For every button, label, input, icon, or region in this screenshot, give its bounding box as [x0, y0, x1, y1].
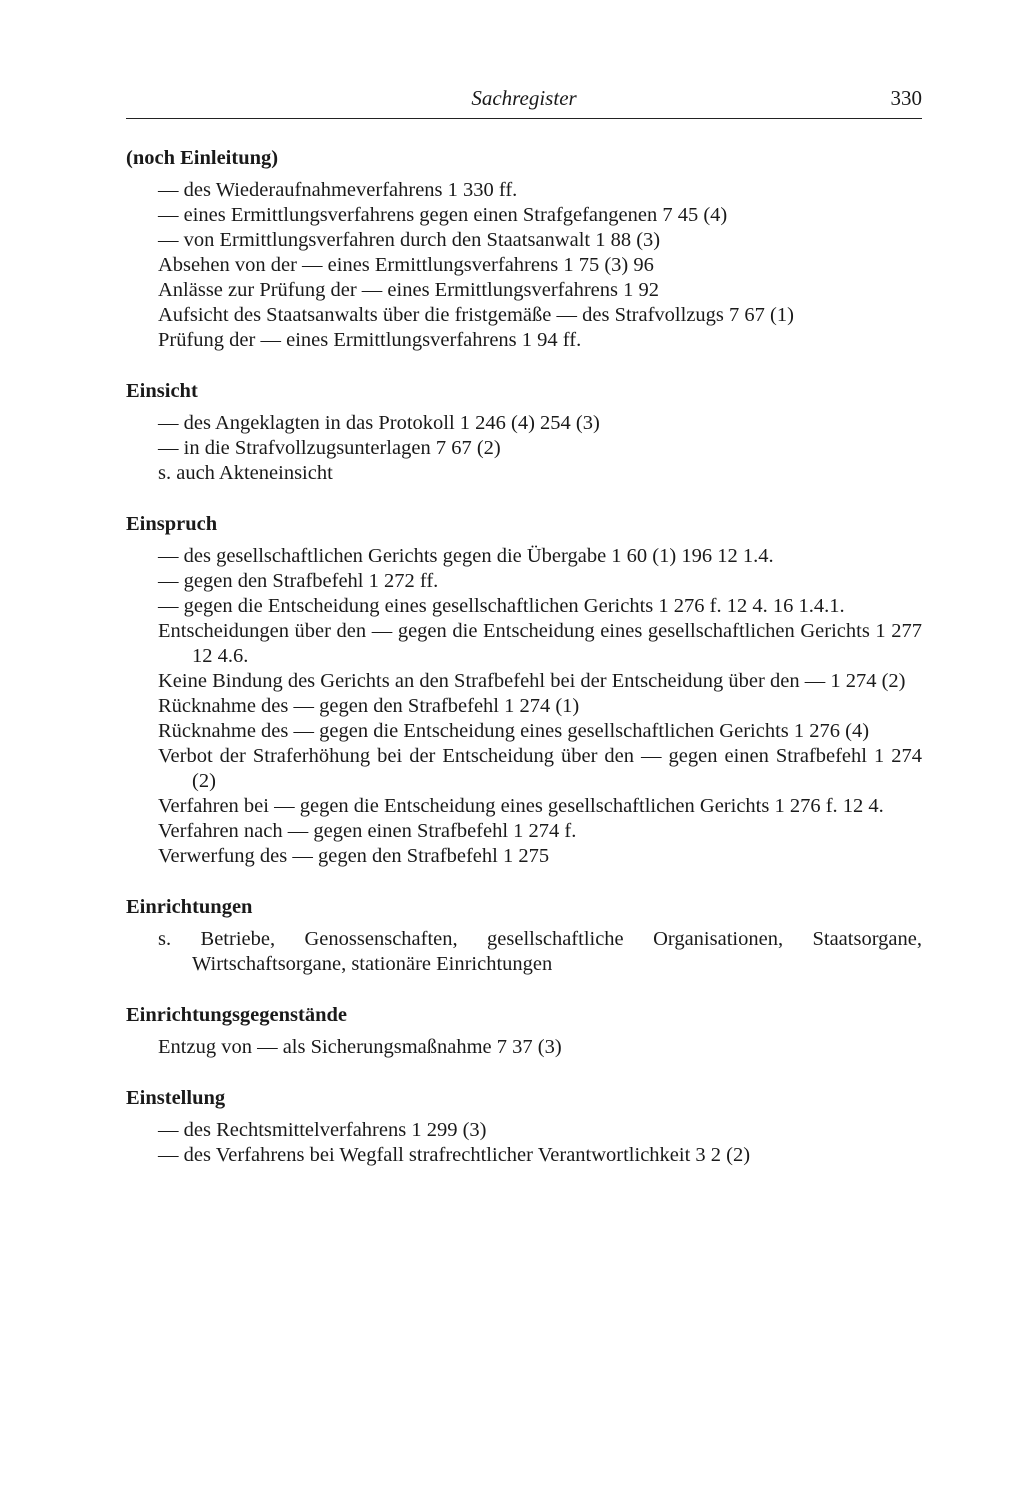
index-section [126, 512, 922, 869]
index-entry: Rücknahme des — gegen den Strafbefehl 1 274 (1) [158, 695, 580, 717]
subentry: — des Wiederaufnahmeverfahrens 1 330 ff. [158, 179, 518, 201]
subentry: — in die Strafvollzugsunterlagen 7 67 (2) [158, 437, 501, 459]
index-entry: Verfahren bei — gegen die Entscheidung eines gesellschaftlichen Gerichts 1 276 f. 12 4. [158, 795, 884, 817]
index-entry: Entzug von — als Sicherungsmaßnahme 7 37 (3) [158, 1036, 562, 1058]
subentry: — eines Ermittlungsverfahrens gegen einen Strafgefangenen 7 45 (4) [158, 204, 728, 226]
subentry: — von Ermittlungsverfahren durch den Staatsanwalt 1 88 (3) [158, 229, 661, 251]
index-entry: Rücknahme des — gegen die Entscheidung eines gesellschaftlichen Gerichts 1 276 (4) [158, 720, 870, 742]
subentry: — gegen die Entscheidung eines gesellschaftlichen Gerichts 1 276 f. 12 4. 16 1.4.1. [158, 595, 845, 617]
index-section [126, 895, 922, 977]
subentry: — des Angeklagten in das Protokoll 1 246 (4) 254 (3) [158, 412, 600, 434]
index-entry: Anlässe zur Prüfung der — eines Ermittlungsverfahrens 1 92 [158, 279, 659, 301]
page-header [126, 86, 922, 119]
section-heading: Einrichtungsgegenstände [126, 1004, 347, 1026]
index-entry: Keine Bindung des Gerichts an den Strafbefehl bei der Entscheidung über den — 1 274 (2) [158, 670, 906, 692]
page-number: 330 [890, 86, 922, 110]
index-entry: Prüfung der — eines Ermittlungsverfahrens 1 94 ff. [158, 329, 582, 351]
section-heading: Einstellung [126, 1087, 226, 1109]
index-entry: Entscheidungen über den — gegen die Entscheidung eines gesellschaftlichen Gerichts 1 277 12 4.6. [158, 620, 922, 667]
section-heading: Einrichtungen [126, 896, 253, 918]
section-heading: Einspruch [126, 513, 218, 535]
index-entry: Verfahren nach — gegen einen Strafbefehl 1 274 f. [158, 820, 577, 842]
index-section [126, 146, 922, 353]
running-title: Sachregister [471, 86, 577, 110]
subentry: — gegen den Strafbefehl 1 272 ff. [158, 570, 439, 592]
subentry: — des Rechtsmittelverfahrens 1 299 (3) [158, 1119, 487, 1141]
section-heading: Einsicht [126, 380, 198, 402]
index-entry: s. auch Akteneinsicht [158, 462, 333, 484]
index-entry: Absehen von der — eines Ermittlungsverfahrens 1 75 (3) 96 [158, 254, 654, 276]
index-entry: Aufsicht des Staatsanwalts über die fristgemäße — des Strafvollzugs 7 67 (1) [158, 304, 794, 326]
subentry: — des gesellschaftlichen Gerichts gegen die Übergabe 1 60 (1) 196 12 1.4. [158, 545, 774, 567]
index-section [126, 1003, 922, 1060]
subentry: — des Verfahrens bei Wegfall strafrechtlicher Verantwortlichkeit 3 2 (2) [158, 1144, 751, 1166]
index-content [126, 146, 922, 1194]
index-section [126, 379, 922, 486]
index-entry: Verwerfung des — gegen den Strafbefehl 1 275 [158, 845, 550, 867]
index-entry: s. Betriebe, Genossenschaften, gesellschaftliche Organisationen, Staatsorgane, Wirtschaftsorgane, stationäre Einrichtungen [158, 928, 922, 975]
index-section [126, 1086, 922, 1168]
index-entry: Verbot der Straferhöhung bei der Entscheidung über den — gegen einen Strafbefehl 1 274 (2) [158, 745, 922, 792]
section-heading: (noch Einleitung) [126, 147, 279, 169]
